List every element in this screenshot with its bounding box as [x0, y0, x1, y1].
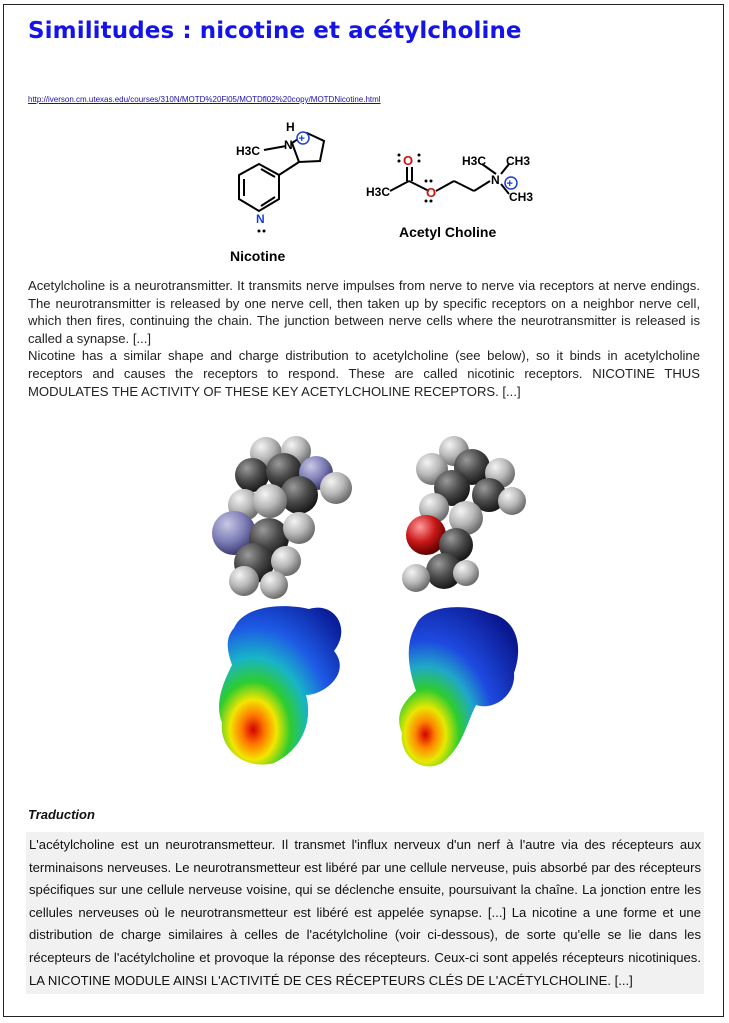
french-translation-text: L'acétylcholine est un neurotransmetteur. Il transmet l'influx nerveux d'un nerf à l'autre via des récepteurs aux terminaisons nerveuses. Le neurotransmetteur est libéré par une cellule nerveuse, puis absorbé par des récepteurs spécifiques sur une cellule nerveuse voisine, qui se déclenche ensuite, poursuivant la chaîne. La jonction entre les cellules nerveuses où le neurotransmetteur est libéré est appelée synapse. [...] La nicotine a une forme et une distribution de charge similaires à celles de l'acétylcholine (voir ci-dessous), de sorte qu'elle se lie dans les récepteurs de l'acétylcholine et provoque la réponse des récepteurs. Ceux-ci sont appelés récepteurs nicotiniques. LA NICOTINE MODULE AINSI L'ACTIVITÉ DE CES RÉCEPTEURS CLÉS DE L'ACÉTYLCHOLINE. [...] [26, 832, 704, 994]
acetylcholine-electrostatic-map [399, 607, 518, 766]
nicotine-label: Nicotine [230, 248, 286, 264]
molecular-models-figure [204, 433, 534, 773]
translation-heading: Traduction [28, 807, 95, 822]
acetylcholine-label: Acetyl Choline [399, 224, 497, 240]
svg-text:CH3: CH3 [506, 154, 531, 168]
svg-text:H3C: H3C [236, 144, 261, 158]
svg-text:CH3: CH3 [509, 190, 534, 204]
svg-text:N: N [284, 138, 293, 152]
nicotine-spacefill-model [212, 436, 352, 599]
svg-text:N: N [491, 173, 500, 187]
english-paragraph-2: Nicotine has a similar shape and charge distribution to acetylcholine (see below), so it binds in acetylcholine receptors and causes the receptors to respond. These are called nicotinic receptors. NICOTINE THUS MODULATES THE ACTIVITY OF THESE KEY ACETYLCHOLINE RECEPTORS. [...] [28, 348, 700, 399]
structural-formulas-figure [204, 119, 534, 269]
document-page [3, 4, 724, 1017]
source-link[interactable]: http://iverson.cm.utexas.edu/courses/310N/MOTD%20Fl05/MOTDfl02%20copy/MOTDNicotine.html [28, 95, 381, 104]
svg-text:+: + [506, 178, 513, 190]
svg-text:O: O [426, 185, 437, 200]
svg-text:+: + [298, 133, 305, 145]
svg-text:H: H [286, 120, 295, 134]
acetylcholine-spacefill-model [402, 436, 526, 592]
svg-text:H3C: H3C [462, 154, 487, 168]
nicotine-electrostatic-map [219, 606, 341, 765]
acetylcholine-atom-labels [366, 153, 533, 204]
svg-text:N: N [256, 212, 265, 226]
english-paragraph-1: Acetylcholine is a neurotransmitter. It transmits nerve impulses from nerve to nerve via receptors at nerve endings. The neurotransmitter is released by one nerve cell, then taken up by specific receptors on a neighbor nerve cell, which then fires, continuing the chain. The junction between nerve cells where the neurotransmitter is released is called a synapse. [...] [28, 278, 700, 346]
page-title: Similitudes : nicotine et acétylcholine [28, 18, 522, 44]
english-text [28, 277, 700, 400]
svg-text:O: O [403, 153, 414, 168]
svg-text:H3C: H3C [366, 185, 391, 199]
